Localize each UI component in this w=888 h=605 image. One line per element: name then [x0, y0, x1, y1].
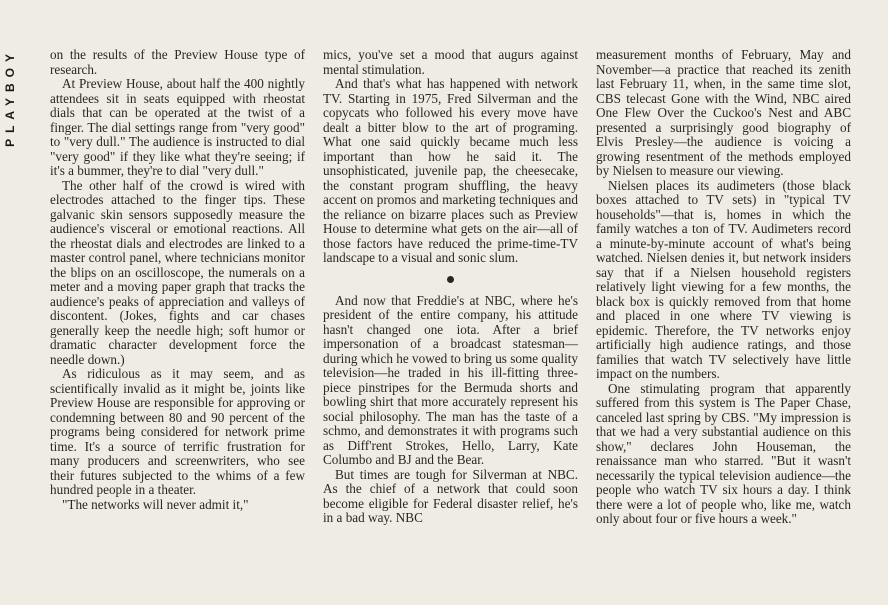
magazine-name: PLAYBOY [3, 48, 17, 147]
paragraph: "The networks will never admit it," [62, 496, 249, 512]
article-column-3 [596, 48, 851, 605]
paragraph: And that's what has happened with network TV. Starting in 1975, Fred Silverman and the copycats who followed his every move have dealt a bitter blow to the art of programing. What one said quickly became much less important than how he said it. The unsophisticated, juvenile pap, the cheesecake, the constant program shuffling, the heavy accent on promos and marketing techniques and the reliance on bizarre places such as Preview House to determine what gets on the air—all of those factors have reduced the prime-time-TV landscape to a visual and sonic slum. [323, 76, 578, 265]
paragraph: mics, you've set a mood that augurs against mental stimulation. [323, 48, 578, 77]
paragraph: on the results of the Preview House type of research. [50, 48, 305, 77]
paragraph: measurement months of February, May and November—a practice that reached its zenith last February 11, when, in the same time slot, CBS telecast Gone with the Wind, NBC aired One Flew Over the Cuckoo's Nest and ABC presented a surprisingly good biography of Elvis Presley—the audience is voicing a growing resentment of the methods employed by Nielsen to measure our viewing. [596, 48, 851, 178]
paragraph: At Preview House, about half the 400 nightly attendees sit in seats equipped with rheostat dials that can be operated at the twist of a finger. The dial settings range from "very good" to "very dull." The audience is instructed to dial "very good" if they like what they're seeing; if it's a bummer, they're to dial "very dull." [50, 76, 305, 178]
paragraph: And now that Freddie's at NBC, where he's president of the entire company, his attitude hasn't changed one iota. After a brief impersonation of a broadcast statesman—during which he vowed to bring us some quality television—he traded in his ill-fitting three-piece pinstripes for the Bermuda shorts and bowling shirt that more accurately represent his social philosophy. The man has the taste of a schmo, and demonstrates it with programs such as Diff'rent Strokes, Hello, Larry, Kate Columbo and BJ and the Bear. [323, 292, 578, 467]
paragraph: The other half of the crowd is wired with electrodes attached to the finger tips. These galvanic skin sensors supposedly measure the audience's visceral or emotional reactions. All the rheostat dials and electrodes are linked to a master control panel, where technicians monitor the blips on an oscilloscope, the numerals on a meter and a moving paper graph that tracks the audience's peaks of appreciation and valleys of discontent. (Jokes, fights and car chases generally keep the needle high; soft humor or dramatic character development force the needle down.) [50, 177, 305, 367]
magazine-sidebar [0, 0, 38, 605]
paragraph: As ridiculous as it may seem, and as scientifically invalid as it might be, joints like Preview House are responsible for approving or condemning between 80 and 90 percent of the programs being considered for network prime time. It's a source of terrific frustration for many producers and screenwriters, who see their futures subjected to the whims of a few hundred people in a theater. [50, 366, 305, 497]
article-column-2 [323, 48, 578, 605]
paragraph: One stimulating program that apparently suffered from this system is The Paper Chase, canceled last spring by CBS. "My impression is that we had a very substantial audience on this show," declares John Houseman, the renaissance man who starred. "But it wasn't necessarily the typical television audience—the people who watch TV six hours a day. I think there were a lot of people who, like me, watch only about four or five hours a week." [596, 380, 851, 526]
paragraph: But times are tough for Silverman at NBC. As the chief of a network that could soon become eligible for Federal disaster relief, he's in a bad way. NBC [323, 466, 578, 525]
article-column-1 [50, 48, 305, 605]
paragraph: Nielsen places its audimeters (those black boxes attached to TV sets) in "typical TV households"—that is, homes in which the family watches a ton of TV. Audimeters record a minute-by-minute account of what's being watched. Nielsen denies it, but network insiders say that if a Nielsen household registers relatively light viewing for a few months, the black box is quickly removed from that home and placed in one where TV viewing is epidemic. Therefore, the TV networks enjoy artificially high audience ratings, and those families that watch TV selectively have little impact on the numbers. [596, 177, 851, 381]
section-separator-bullet [323, 276, 578, 286]
